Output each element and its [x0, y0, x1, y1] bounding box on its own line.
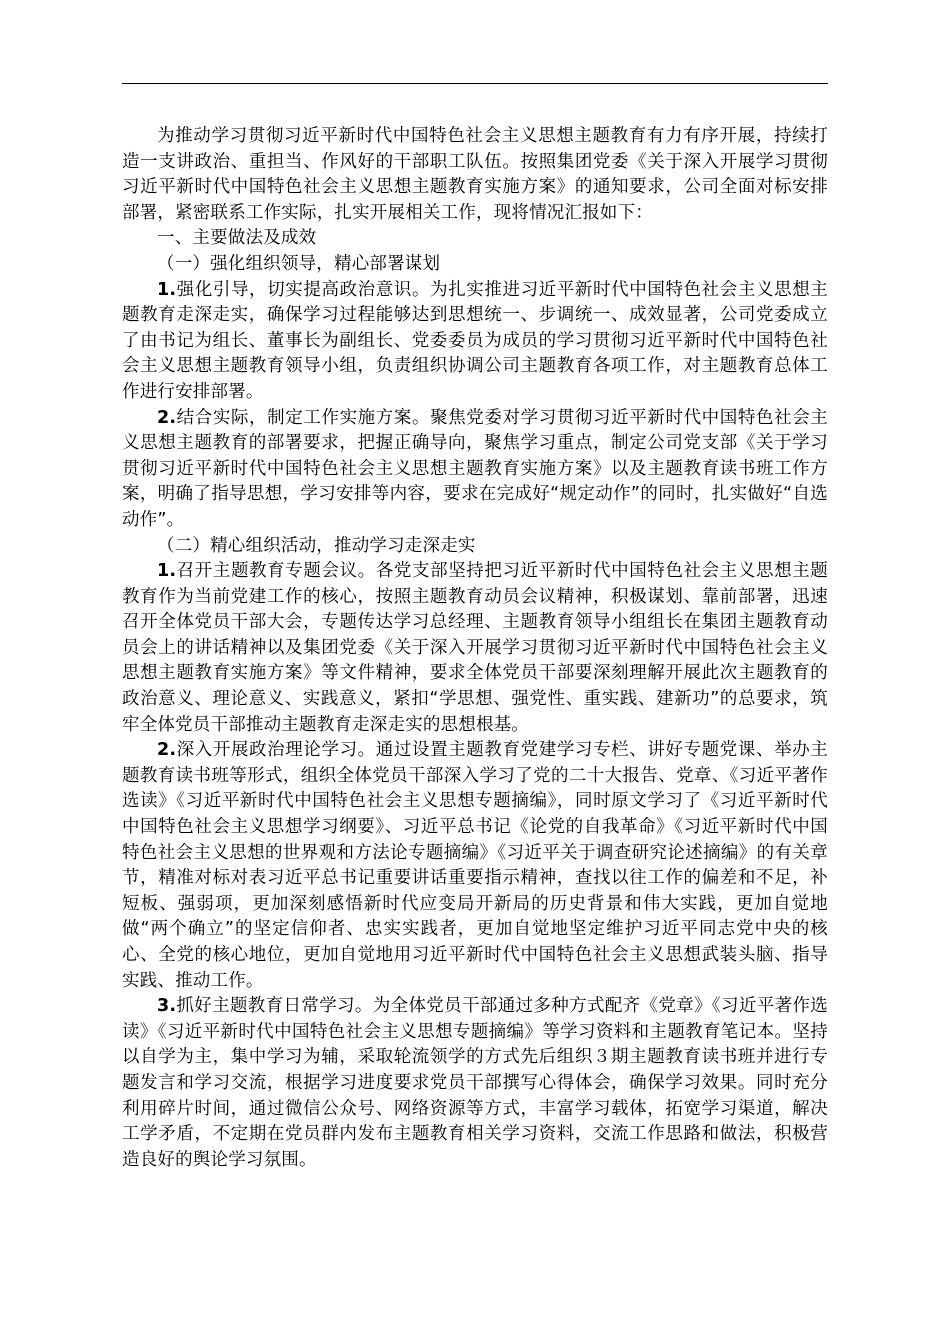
item-number: 1. — [157, 279, 177, 300]
subsection-heading-2: （二）精心组织活动，推动学习走深走实 — [157, 535, 476, 556]
section-heading-1: 一、主要做法及成效 — [157, 228, 317, 249]
item-number: 2. — [157, 740, 177, 761]
sub2-item-3 — [122, 994, 828, 1173]
sub1-item-2 — [122, 406, 828, 534]
intro-paragraph: 为推动学习贯彻习近平新时代中国特色社会主义思想主题教育有力有序开展，持续打造一支讲政治、重担当、作风好的干部职工队伍。按照集团党委《关于深入开展学习贯彻习近平新时代中国特色社会主义思想主题教育实施方案》的通知要求，公司全面对标安排部署，紧密联系工作实际，扎实开展相关工作，现将情况汇报如下： — [122, 126, 828, 223]
item-text: 深入开展政治理论学习。通过设置主题教育党建学习专栏、讲好专题党课、举办主题教育读书班等形式，组织全体党员干部深入学习了党的二十大报告、党章、《习近平著作选读》《习近平新时代中国特色社会主义思想专题摘编》，同时原文学习了《习近平新时代中国特色社会主义思想学习纲要》、习近平总书记《论党的自我革命》《习近平新时代中国特色社会主义思想的世界观和方法论专题摘编》《习近平关于调查研究论述摘编》的有关章节，精准对标对表习近平总书记重要讲话重要指示精神，查找以往工作的偏差和不足，补短板、强弱项，更加深刻感悟新时代应变局开新局的历史背景和伟大实践，更加自觉地做“两个确立”的坚定信仰者、忠实实践者，更加自觉地坚定维护习近平同志党中央的核心、全党的核心地位，更加自觉地用习近平新时代中国特色社会主义思想武装头脑、指导实践、推动工作。 — [122, 740, 828, 991]
sub1-item-1 — [122, 278, 828, 406]
item-text: 召开主题教育专题会议。各党支部坚持把习近平新时代中国特色社会主义思想主题教育作为当前党建工作的核心，按照主题教育动员会议精神，积极谋划、靠前部署，迅速召开全体党员干部大会，专题传达学习总经理、主题教育领导小组组长在集团主题教育动员会上的讲话精神以及集团党委《关于深入开展学习贯彻习近平新时代中国特色社会主义思想主题教育实施方案》等文件精神，要求全体党员干部要深刻理解开展此次主题教育的政治意义、理论意义、实践意义，紧扣“学思想、强党性、重实践、建新功”的总要求，筑牢全体党员干部推动主题教育走深走实的思想根基。 — [122, 561, 828, 735]
sub2-item-1 — [122, 559, 828, 738]
item-number: 2. — [157, 407, 177, 428]
item-number: 1. — [157, 561, 177, 582]
item-text: 强化引导，切实提高政治意识。为扎实推进习近平新时代中国特色社会主义思想主题教育走深走实，确保学习过程能够达到思想统一、步调统一、成效显著，公司党委成立了由书记为组长、董事长为副组长、党委委员为成员的学习贯彻习近平新时代中国特色社会主义思想主题教育领导小组，负责组织协调公司主题教育各项工作，对主题教育总体工作进行安排部署。 — [122, 279, 828, 402]
item-text: 结合实际，制定工作实施方案。聚焦党委对学习贯彻习近平新时代中国特色社会主义思想主题教育的部署要求，把握正确导向，聚焦学习重点，制定公司党支部《关于学习贯彻习近平新时代中国特色社会主义思想主题教育实施方案》以及主题教育读书班工作方案，明确了指导思想，学习安排等内容，要求在完成好“规定动作”的同时，扎实做好“自选动作”。 — [122, 407, 828, 530]
item-text: 抓好主题教育日常学习。为全体党员干部通过多种方式配齐《党章》《习近平著作选读》《习近平新时代中国特色社会主义思想专题摘编》等学习资料和主题教育笔记本。坚持以自学为主，集中学习为辅，采取轮流领学的方式先后组织３期主题教育读书班并进行专题发言和学习交流，根据学习进度要求党员干部撰写心得体会，确保学习效果。同时充分利用碎片时间，通过微信公众号、网络资源等方式，丰富学习载体，拓宽学习渠道，解决工学矛盾，不定期在党员群内发布主题教育相关学习资料，交流工作思路和做法，积极营造良好的舆论学习氛围。 — [122, 996, 828, 1170]
item-number: 3. — [157, 996, 177, 1017]
sub2-item-2 — [122, 738, 828, 994]
subsection-heading-1: （一）强化组织领导，精心部署谋划 — [157, 253, 441, 274]
header-rule — [122, 83, 828, 84]
document-body — [122, 124, 828, 1173]
